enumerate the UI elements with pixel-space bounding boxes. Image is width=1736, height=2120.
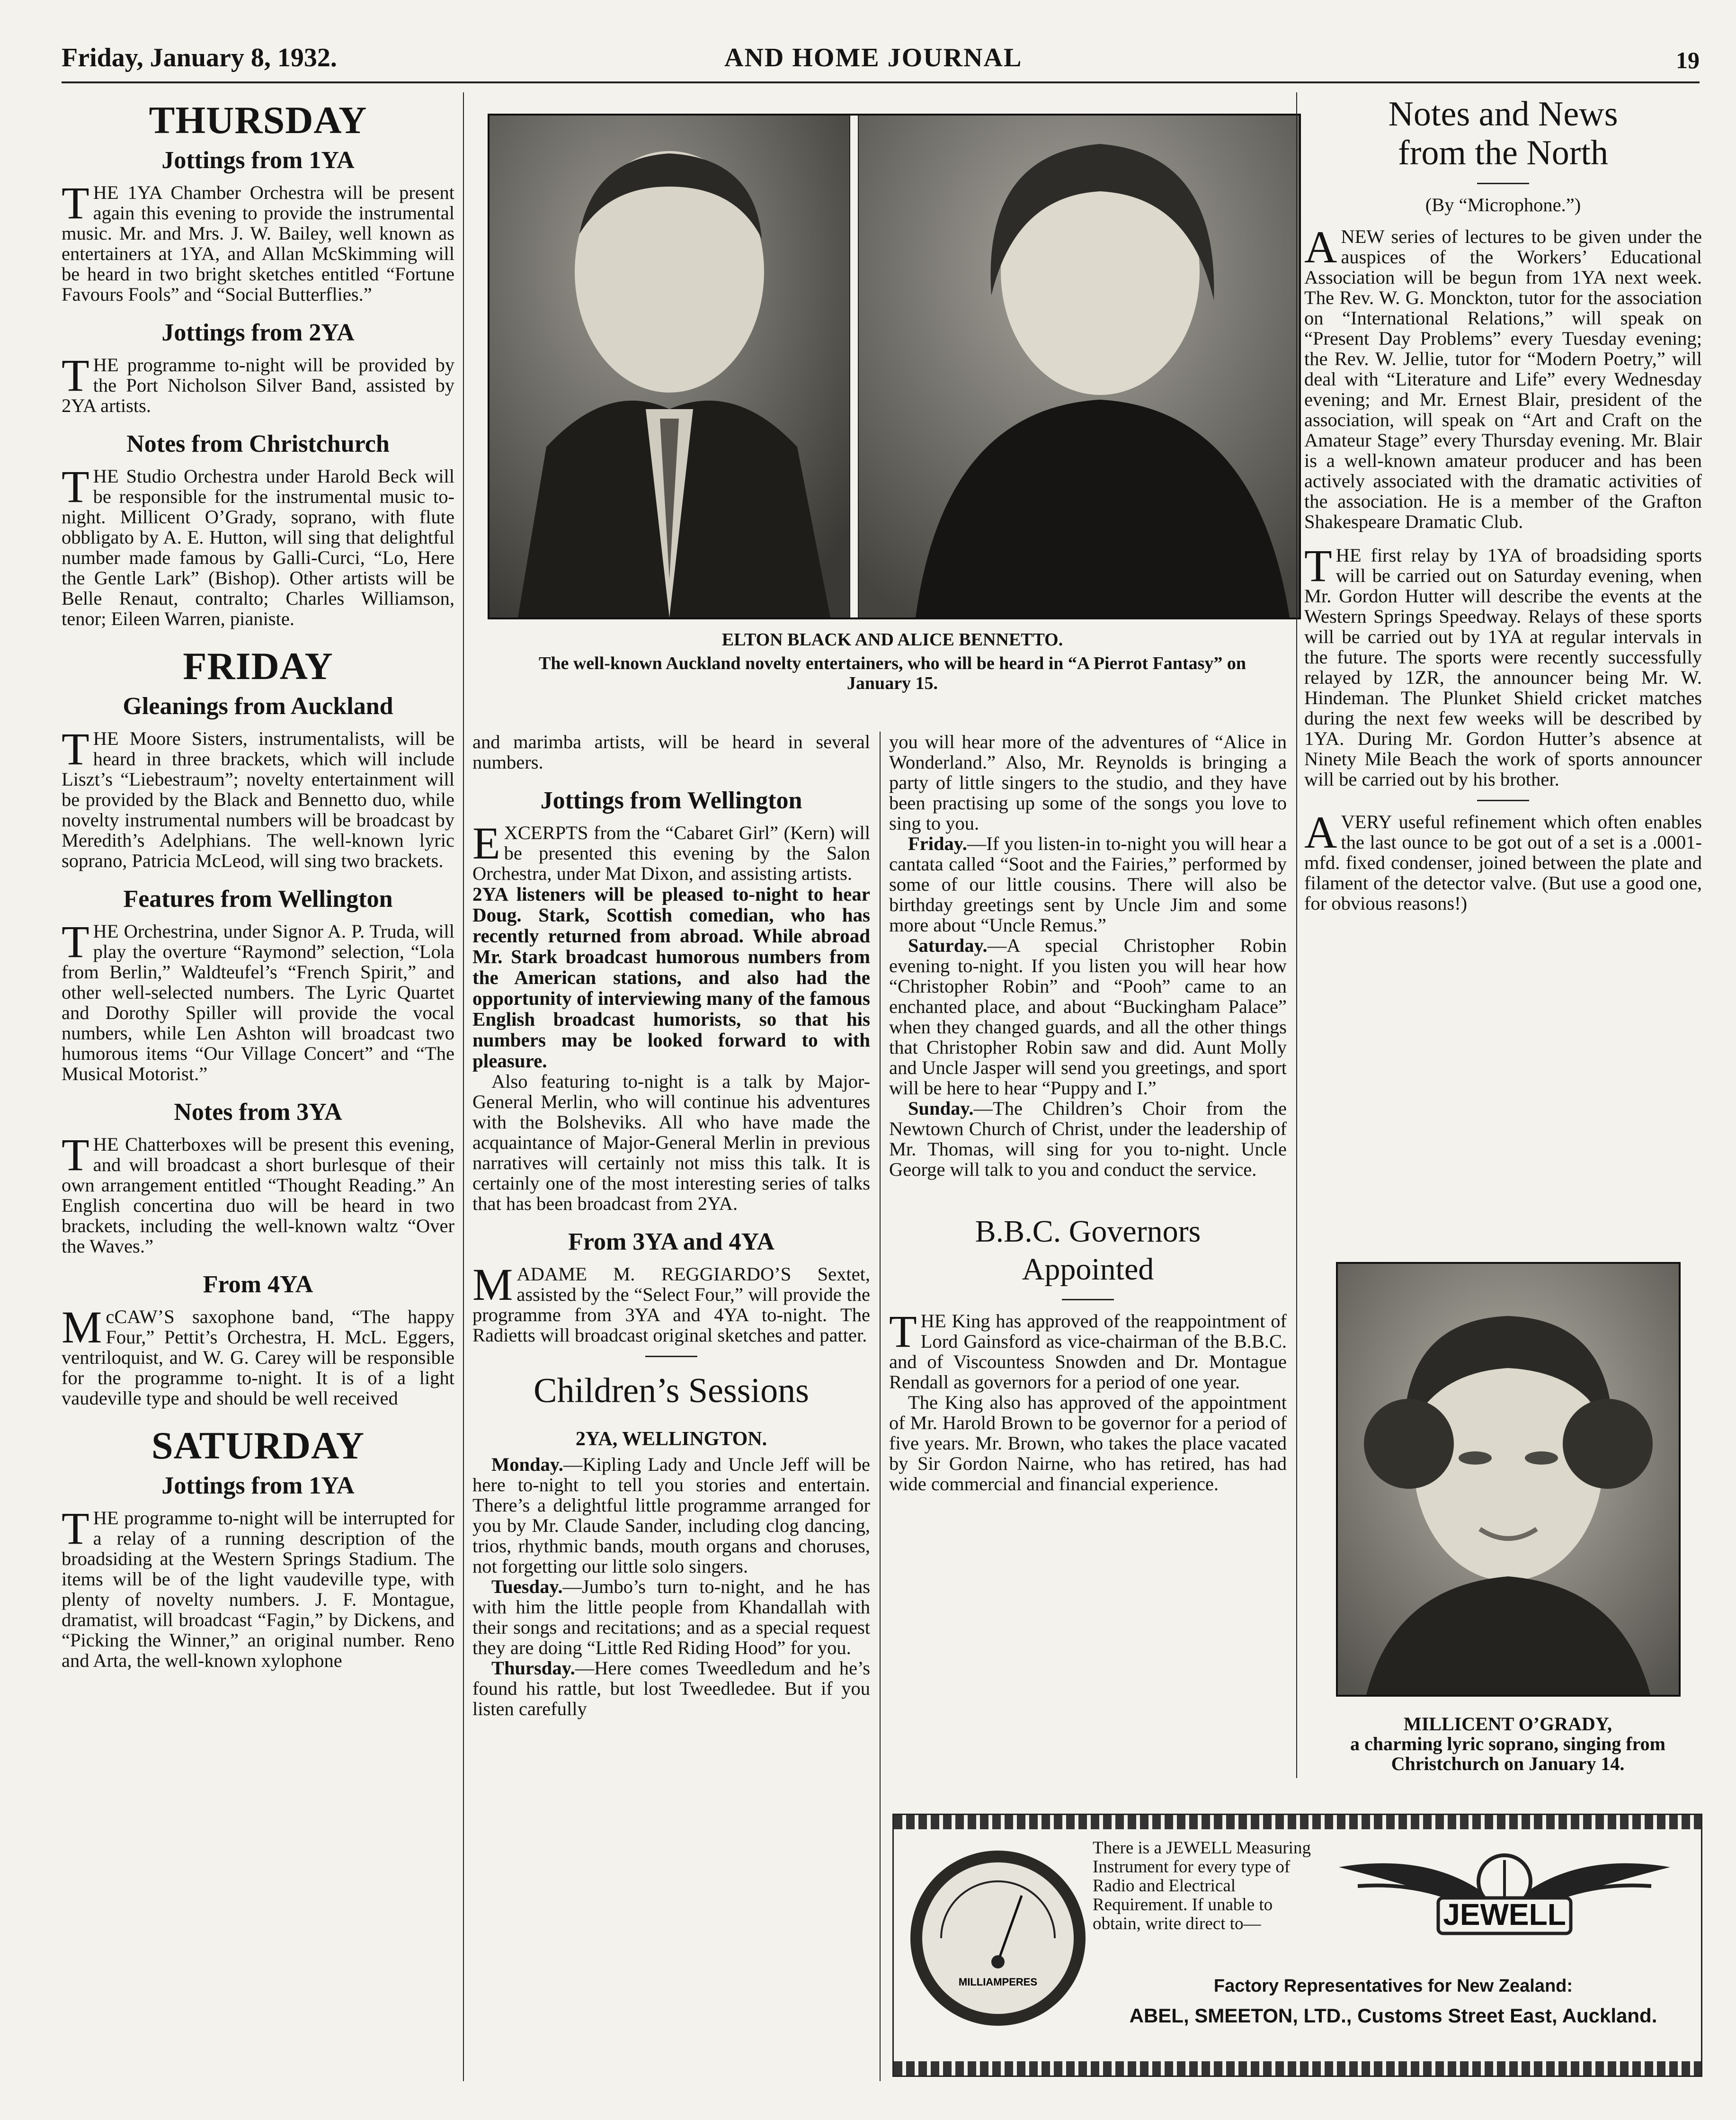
section-heading: Jottings from 2YA [161,319,355,346]
page-header [62,43,1700,81]
article-body: THE 1YA Chamber Orchestra will be present again this evening to provide the instrumental music. Mr. and Mrs. J. W. Bailey, well known as entertainers at 1YA, and Allan McSkimming will be heard in two bright sketches entitled “Fortune Favours Fools” and “Social Butterflies.” [62,178,454,305]
column-3 [889,732,1287,1494]
session-text: —Here comes Tweedledum and he’s found his rattle, but lost Tweedledee. But if you listen carefully [472,1657,870,1719]
saturday-heading: SATURDAY [151,1424,365,1467]
day-label: Tuesday. [491,1576,563,1597]
section-heading: Jottings from 1YA [161,1472,355,1499]
ad-company: ABEL, SMEETON, LTD., [1129,2004,1352,2027]
section-heading: Jottings from 1YA [161,147,355,174]
article-body: MADAME M. REGGIARDO’S Sextet, assisted by the “Select Four,” will provide the programme from 3YA and 4YA to-night. The Radietts will broadcast original sketches and patter. [472,1259,870,1346]
session-text: —Kipling Lady and Uncle Jeff will be here to-night to tell you stories and entertain. There’s a delightful little programme arranged for you by Mr. Claude Sander, including clog dancing, trios, rhythmic bands, mouth organs and choruses, not forgetting our little solo singers. [472,1454,870,1577]
ad-factory-line: Factory Representatives for New Zealand: [1213,1976,1573,1996]
session-text: —If you listen-in to-night you will hear a cantata called “Soot and the Fairies,” performed by some of our little cousins. There will also be birthday greetings sent by Uncle Jim and some more about “Uncle Remus.” [889,833,1287,936]
portrait-photo-pair [488,114,1301,619]
photo-caption-title: ELTON BLACK AND ALICE BENNETTO. [721,630,1063,650]
ad-bottom-border [894,2061,1701,2075]
column-2 [472,732,870,1719]
page-number: 19 [1676,47,1700,73]
column-divider [1296,92,1297,1778]
column-divider [463,92,464,2081]
section-heading: From 3YA and 4YA [568,1228,775,1255]
session-text: —The Children’s Choir from the Newtown Church of Christ, under the leadership of Mr. Thomas, will sing for you to-night. Uncle George will talk to you and conduct the service. [889,1098,1287,1180]
soprano-image [1338,1264,1679,1695]
article-body: EXCERPTS from the “Cabaret Girl” (Kern) will be presented this evening by the Salon Orchestra, under Mat Dixon, and assisting artists. [472,818,870,884]
bbc-heading-line1: B.B.C. Governors [975,1214,1201,1249]
meter-label: MILLIAMPERES [958,1976,1038,1988]
notes-heading-line2: from the North [1398,134,1608,172]
ad-address: Customs Street East, Auckland. [1357,2004,1657,2027]
ad-company-line [1093,2004,1694,2027]
article-body: ANEW series of lectures to be given under the auspices of the Workers’ Educational Association will be begun from 1YA next week. The Rev. W. G. Monckton, tutor for the association on “International Relations,” will speak on “Present Day Problems” every Tuesday evening; the Rev. W. Jellie, tutor for “Modern Poetry,” will deal with “Literature and Life” every Wednesday evening; and Mr. Ernest Blair, president of the association, will speak on “Art and Craft on the Amateur Stage” every Thursday evening. Mr. Blair is a well-known amateur producer and has been actively associated with the dramatic activities of the association. He is a member of the Grafton Shakespeare Dramatic Club. [1304,222,1702,532]
soprano-caption-text: a charming lyric soprano, singing from Christchurch on January 14. [1350,1733,1665,1774]
day-label: Friday. [908,833,967,854]
divider [1477,800,1529,801]
section-heading: From 4YA [203,1271,313,1298]
section-heading: Features from Wellington [123,886,393,912]
article-body: THE Moore Sisters, instrumentalists, will be heard in three brackets, which will include Liszt’s “Liebestraum”; novelty entertainment will be provided by the Black and Bennetto duo, while novelty instrumental numbers will be broadcast by Meredith’s Adelphians. The well-known lyric soprano, Patricia McLeod, will sing two brackets. [62,724,454,871]
column-divider [880,732,881,2081]
article-body: THE King has approved of the reappointment of Lord Gainsford as vice-chairman of the B.B.C. and of Viscountess Snowden and Dr. Montague Rendall as governors for a period of one year. [889,1306,1287,1393]
section-heading: Gleanings from Auckland [123,693,393,720]
article-body: THE Studio Orchestra under Harold Beck will be responsible for the instrumental music to-night. Millicent O’Grady, soprano, with flute obbligato by A. E. Hutton, will sing that delightful number made famous by Galli-Curci, “Lo, Here the Gentle Lark” (Bishop). Other artists will be Belle Renaut, contralto; Charles Williamson, tenor; Eileen Warren, pianiste. [62,461,454,629]
byline: (By “Microphone.”) [1425,194,1581,215]
article-body: McCAW’S saxophone band, “The happy Four,” Pettit’s Orchestra, H. McL. Eggers, ventriloquist, and W. G. Carey will be responsible for the programme to-night. It is of a light vaudeville type and should be well received [62,1302,454,1409]
station-heading: 2YA, WELLINGTON. [575,1428,767,1450]
divider [1477,183,1529,184]
article-body: AVERY useful refinement which often enables the last ounce to be got out of a set is a .0001-mfd. fixed condenser, joined between the plate and filament of the detector valve. (But use a good one, for obvious reasons!) [1304,807,1702,914]
article-body: THE Chatterboxes will be present this evening, and will broadcast a short burlesque of their own arrangement entitled “Thought Reading.” An English concertina duo will be heard in two brackets, including the well-known waltz “Over the Waves.” [62,1129,454,1257]
portraits-image [490,116,1299,617]
section-heading: Jottings from Wellington [540,787,802,814]
section-heading: Notes from Christchurch [126,430,390,457]
article-body: you will hear more of the adventures of “Alice in Wonderland.” Also, Mr. Reynolds is bringing a party of little singers to the studio, and they have been practising up some of the songs you love to sing to you. [889,731,1287,834]
jewell-wordmark: JEWELL [1443,1897,1566,1932]
day-label: Thursday. [491,1657,575,1679]
column-1 [62,92,454,1671]
thursday-heading: THURSDAY [149,98,367,142]
article-body: The King also has approved of the appointment of Mr. Harold Brown to be governor for a period of five years. Mr. Brown, who takes the place vacated by Sir Gordon Nairne, who has retired, has had wide commercial and financial experience. [889,1392,1287,1494]
section-heading: Notes from 3YA [174,1099,342,1126]
jewell-logo [1329,1839,1680,1943]
stark-notice: 2YA listeners will be pleased to-night to hear Doug. Stark, Scottish comedian, who has recently returned from abroad. While abroad Mr. Stark broadcast humorous numbers from the American stations, and also had the opportunity of interviewing many of the famous English broadcast humorists, so that his numbers may be looked forward to with pleasure. [472,883,870,1072]
bbc-heading-line2: Appointed [1022,1252,1154,1287]
article-body: and marimba artists, will be heard in several numbers. [472,731,870,773]
divider [645,1356,697,1357]
issue-date: Friday, January 8, 1932. [62,43,337,72]
ad-body-text: There is a JEWELL Measuring Instrument for every type of Radio and Electrical Requirement. If unable to obtain, write direct to— [1093,1838,1311,1933]
article-body: THE programme to-night will be provided by the Port Nicholson Silver Band, assisted by 2YA artists. [62,350,454,416]
friday-heading: FRIDAY [183,644,333,688]
soprano-caption [1316,1714,1700,1774]
article-body: THE Orchestrina, under Signor A. P. Truda, will play the overture “Raymond” selection, “Lola from Berlin,” Waldteufel’s “French Spirit,” and other well-selected numbers. The Lyric Quartet and Dorothy Spiller will provide the vocal numbers, while Len Ashton will broadcast two humorous items “Our Village Concert” and “The Musical Motorist.” [62,916,454,1084]
article-body: Also featuring to-night is a talk by Major-General Merlin, who will continue his adventures with the Bolsheviks. All who have made the acquaintance of Major-General Merlin in previous narratives will certainly not miss this talk. It is certainly one of the most interesting series of talks that has been broadcast from 2YA. [472,1071,870,1214]
day-label: Saturday. [908,935,988,956]
publication-title: AND HOME JOURNAL [724,43,1023,72]
day-label: Monday. [491,1454,563,1475]
notes-heading-line1: Notes and News [1388,95,1618,134]
ad-top-border [894,1815,1701,1829]
header-rule [62,81,1700,83]
divider [1062,1299,1114,1300]
column-4 [1304,95,1702,913]
soprano-caption-name: MILLICENT O’GRADY, [1403,1713,1612,1735]
jewell-advertisement [892,1814,1702,2077]
session-text: —Jumbo’s turn to-night, and he has with him the little people from Khandallah with their songs and recitations; and as a special request they are doing “Little Red Riding Hood” for you. [472,1576,870,1658]
childrens-sessions-heading: Children’s Sessions [534,1371,809,1410]
day-label: Sunday. [908,1098,974,1119]
article-body: THE programme to-night will be interrupted for a relay of a running description of the broadsiding at the Western Springs Stadium. The items will be of the light vaudeville type, with plenty of novelty numbers. J. F. Montague, dramatist, will broadcast “Fagin,” by Dickens, and “Picking the Winner,” an original number. Reno and Arta, the well-known xylophone [62,1503,454,1671]
soprano-portrait [1336,1262,1681,1697]
photo-caption-text: The well-known Auckland novelty entertainers, who will be heard in “A Pierrot Fantasy” on January 15. [538,653,1246,693]
article-body: THE first relay by 1YA of broadsiding sports will be carried out on Saturday evening, when Mr. Gordon Hutter will describe the events at the Western Springs Speedway. Relays of these sports will be carried out by 1YA at regular intervals in the future. The sports were recently successfully relayed by 1ZR, the announcer being Mr. W. Hindeman. The Plunket Shield cricket matches during the next few weeks will be described by 1YA. During Mr. Gordon Hutter’s absence at Ninety Mile Beach the work of sports announcer will be carried out by his brother. [1304,540,1702,790]
meter-icon [903,1843,1093,2033]
session-text: —A special Christopher Robin evening to-night. If you listen you will hear how “Christopher Robin” and “Pooh” came to an enchanted place, and about “Buckingham Palace” when they changed guards, and all the other things that Christopher Robin saw and did. Aunt Molly and Uncle Jasper will send you greetings, and sport will be here to hear “Puppy and I.” [889,935,1287,1099]
